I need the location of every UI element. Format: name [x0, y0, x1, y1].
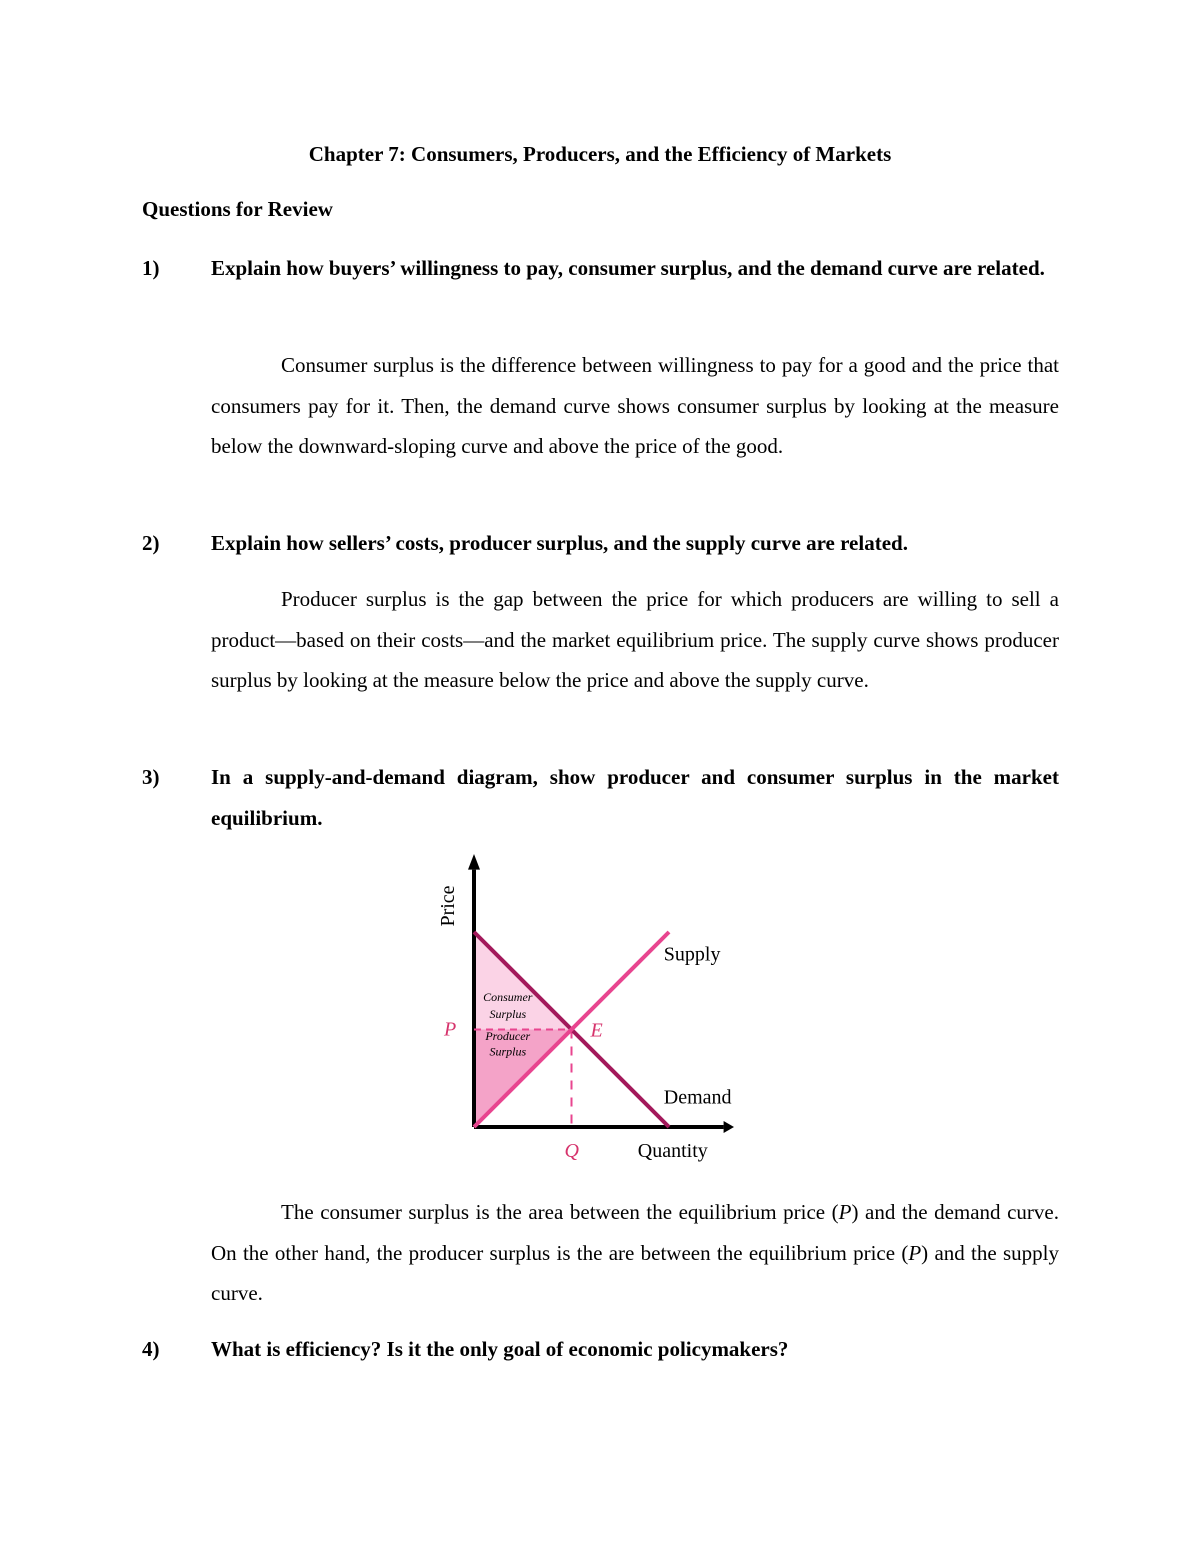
- x-axis-label: Quantity: [637, 1140, 708, 1162]
- question-number: 3): [142, 765, 160, 789]
- y-axis-arrowhead: [468, 854, 480, 870]
- page-title: Chapter 7: Consumers, Producers, and the Efficiency of Markets: [308, 142, 892, 166]
- equilibrium-point-label: E: [590, 1019, 603, 1042]
- chart-svg: [400, 850, 780, 1170]
- price-symbol: P: [908, 1240, 922, 1265]
- question-text: Explain how buyers’ willingness to pay, consumer surplus, and the demand curve are related.: [211, 256, 1045, 280]
- x-axis-arrowhead: [724, 1121, 734, 1133]
- question-number: 1): [142, 256, 160, 280]
- producer-surplus-label: Surplus: [489, 1044, 527, 1059]
- question-text: In a supply-and-demand diagram, show producer and consumer surplus in the market equilibrium.: [211, 765, 1059, 830]
- equilibrium-quantity-label: Q: [564, 1140, 579, 1162]
- question-text: What is efficiency? Is it the only goal of economic policymakers?: [211, 1337, 789, 1361]
- supply-label: Supply: [663, 943, 721, 966]
- answer-1-text: Consumer surplus is the difference between willingness to pay for a good and the price that consumers pay for it. Then, the demand curve shows consumer surplus by looking at the measure below the downward-sloping curve and above the price of the good.: [211, 353, 1059, 458]
- demand-label: Demand: [663, 1086, 732, 1109]
- question-number: 2): [142, 531, 160, 555]
- price-symbol: P: [838, 1200, 852, 1224]
- answer-3-text: The consumer surplus is the area between the equilibrium price (: [281, 1200, 839, 1224]
- question-number: 4): [142, 1337, 160, 1361]
- y-axis-label: Price: [437, 885, 459, 927]
- question-2: [142, 523, 1059, 564]
- answer-3-text: ) and the supply curve.: [211, 1240, 1060, 1305]
- section-heading: Questions for Review: [142, 197, 333, 221]
- consumer-surplus-label: Consumer: [483, 989, 533, 1004]
- question-text: Explain how sellers’ costs, producer surplus, and the supply curve are related.: [211, 531, 908, 555]
- answer-3-text: ) and the demand curve. On the other hand, the producer surplus is the are between the equilibrium price (: [211, 1200, 1059, 1265]
- question-3: [142, 757, 1059, 839]
- answer-2-text: Producer surplus is the gap between the price for which producers are willing to sell a product—based on their costs—and the market equilibrium price. The supply curve shows producer surplus by looking at the measure below the price and above the supply curve.: [211, 587, 1059, 692]
- consumer-surplus-label: Surplus: [489, 1006, 527, 1021]
- supply-demand-diagram: [400, 850, 780, 1170]
- answer-2: [211, 579, 1059, 701]
- equilibrium-price-label: P: [444, 1018, 457, 1041]
- answer-1: [211, 345, 1059, 467]
- producer-surplus-label: Producer: [485, 1028, 531, 1043]
- question-4: [142, 1329, 1059, 1370]
- answer-3: [211, 1192, 1059, 1314]
- question-1: [142, 248, 1059, 289]
